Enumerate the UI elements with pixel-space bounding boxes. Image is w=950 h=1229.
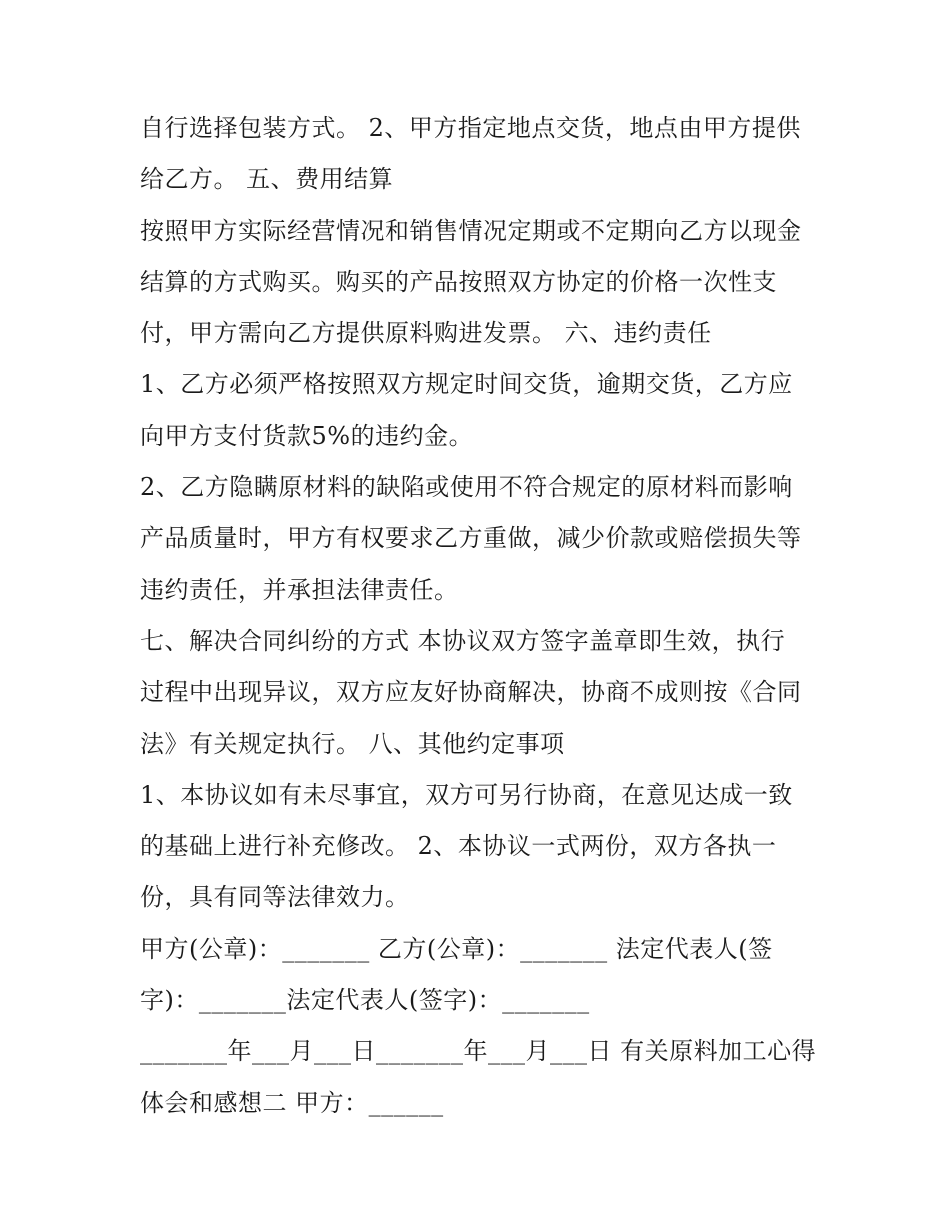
text-line: 给乙方。 五、费用结算 <box>140 165 394 194</box>
text-line: 结算的方式购买。购买的产品按照双方协定的价格一次性支 <box>140 267 777 296</box>
text-line: 1、乙方必须严格按照双方规定时间交货，逾期交货，乙方应 <box>140 370 793 399</box>
text-line: 自行选择包装方式。 2、甲方指定地点交货，地点由甲方提供 <box>140 114 801 142</box>
document-body <box>140 103 820 1129</box>
text-line: 付，甲方需向乙方提供原料购进发票。 六、违约责任 <box>140 319 712 348</box>
text-line: 按照甲方实际经营情况和销售情况定期或不定期向乙方以现金 <box>140 216 802 245</box>
text-line: 的基础上进行补充修改。 2、本协议一式两份，双方各执一 <box>140 832 777 861</box>
text-line: 违约责任，并承担法律责任。 <box>140 575 459 604</box>
text-line: 七、解决合同纠纷的方式 本协议双方签字盖章即生效，执行 <box>140 626 786 655</box>
text-line: 甲方(公章)：_______ 乙方(公章)：_______ 法定代表人(签 <box>140 934 773 963</box>
text-line: 2、乙方隐瞒原材料的缺陷或使用不符合规定的原材料而影响 <box>140 473 793 502</box>
text-line: 份，具有同等法律效力。 <box>140 883 410 912</box>
text-line: 过程中出现异议，双方应友好协商解决，协商不成则按《合同 <box>140 678 802 707</box>
text-line: 字)：_______法定代表人(签字)：_______ <box>140 986 590 1015</box>
text-line: 向甲方支付货款5%的违约金。 <box>140 421 474 450</box>
text-line: 体会和感想二 甲方：______ <box>140 1088 444 1117</box>
text-line: _______年___月___日_______年___月___日 有关原料加工心得 <box>140 1037 817 1066</box>
text-line: 1、本协议如有未尽事宜，双方可另行协商，在意见达成一致 <box>140 780 793 809</box>
text-line: 产品质量时，甲方有权要求乙方重做，减少价款或赔偿损失等 <box>140 524 802 553</box>
text-line: 法》有关规定执行。 八、其他约定事项 <box>140 729 565 758</box>
